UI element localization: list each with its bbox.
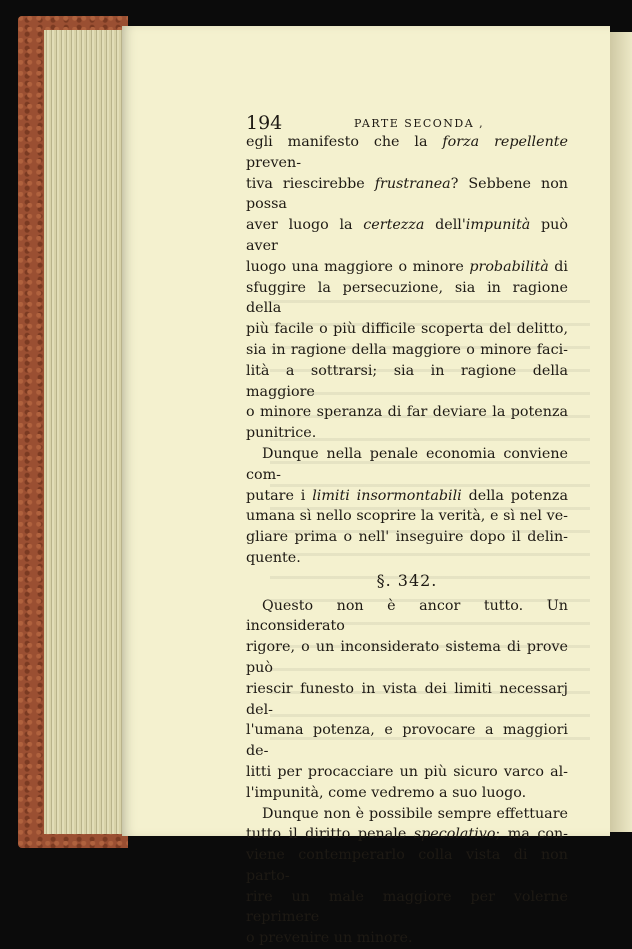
text-line: umana sì nello scoprire la verità, e sì nel ve- (246, 508, 568, 525)
text-line: aver luogo la certezza dell'impunità può aver (246, 217, 569, 254)
page-edges (44, 30, 126, 834)
text-line: gliare prima o nell' inseguire dopo il delin- (246, 529, 568, 546)
text-line: l'impunità, come vedremo a suo luogo. (246, 784, 527, 801)
text-line: Dunque non è possibile sempre effettuare (262, 805, 568, 822)
text-line: Dunque nella penale economia conviene com- (246, 445, 568, 483)
text-line: luogo una maggiore o minore probabilità di (246, 258, 568, 275)
section-heading: §. 342. (376, 570, 438, 590)
text-line: putare i limiti insormontabili della potenza (246, 487, 568, 504)
text-line: viene contemperarlo colla vista di non parto- (246, 847, 568, 884)
text-line: o prevenire un minore. (246, 930, 413, 947)
text-line: Questo non è ancor tutto. Un inconsiderato (246, 597, 568, 635)
text-line: rigore, o un inconsiderato sistema di prove può (246, 639, 568, 676)
text-line: egli manifesto che la forza repellente preven- (246, 134, 568, 171)
text-line: o minore speranza di far deviare la potenza (246, 404, 568, 421)
text-line: più facile o più difficile scoperta del delitto, (246, 321, 568, 338)
text-line: litti per procacciare un più sicuro varco al- (246, 763, 568, 780)
text-line: tutto il diritto penale specolativo; ma con- (246, 826, 569, 843)
text-line: l'umana potenza, e provocare a maggiori de- (246, 722, 568, 760)
text-line: punitrice. (246, 425, 317, 442)
text-line: rire un male maggiore per volerne reprimere (246, 888, 568, 926)
text-line: tiva riescirebbe frustranea? Sebbene non possa (246, 175, 569, 213)
text-line: sfuggire la persecuzione, sia in ragione della (246, 279, 568, 317)
facing-page-edge (610, 32, 632, 832)
text-line: sia in ragione della maggiore o minore faci- (246, 341, 568, 358)
page-number: 194 (246, 112, 283, 134)
body-text (246, 132, 568, 949)
text-line: quente. (246, 549, 301, 566)
text-line: riescir funesto in vista dei limiti necessarj del- (246, 680, 568, 718)
running-head: PARTE SECONDA , (354, 117, 485, 130)
text-line: lità a sottrarsi; sia in ragione della maggiore (246, 362, 568, 400)
